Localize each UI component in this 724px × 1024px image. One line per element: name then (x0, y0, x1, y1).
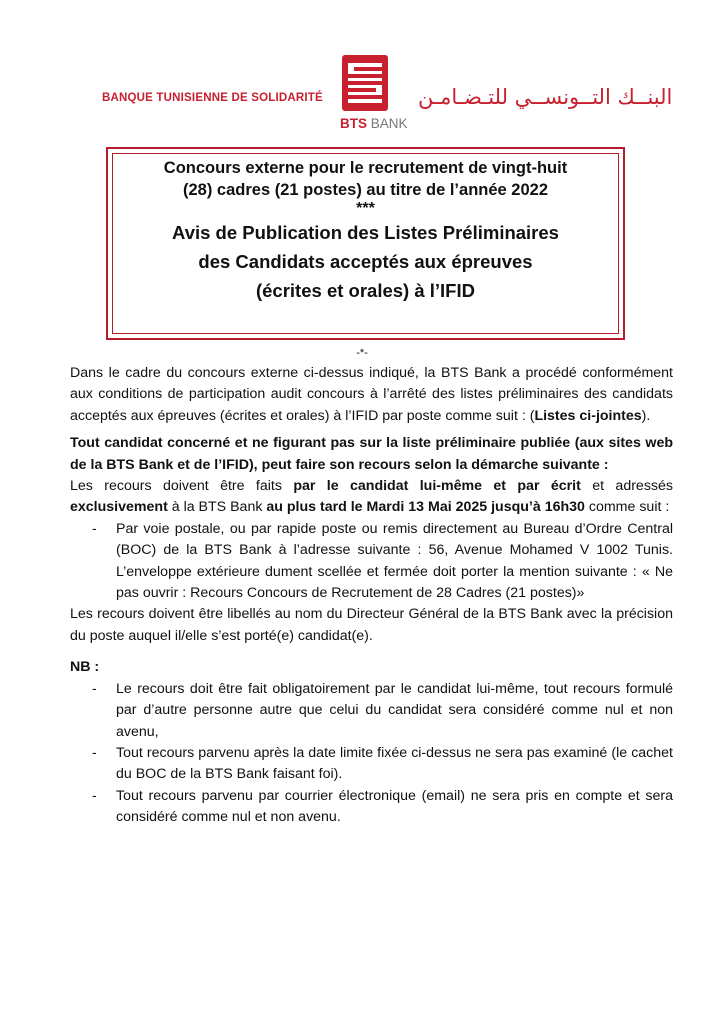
recours-text-4: comme suit : (584, 499, 670, 516)
dash-bullet: - (92, 680, 97, 697)
list-item (70, 519, 673, 605)
dash-bullet: - (92, 744, 97, 761)
bts-logo-icon (342, 55, 388, 111)
recours-bold-1: par le candidat lui-même et par écrit (293, 478, 581, 495)
recours-text-2: et adressés (580, 478, 673, 495)
list-item (70, 743, 673, 786)
nb-item-text: Le recours doit être fait obligatoirement par le candidat lui-même, tout recours formulé par d’autre personne autre que celui du candidat sera considéré comme nul et non avenu, (116, 680, 673, 740)
recours-bold-2: exclusivement (70, 499, 168, 516)
nb-label: NB : (70, 659, 100, 676)
list-item (70, 786, 673, 829)
recours-bold-3: au plus tard le Mardi 13 Mai 2025 jusqu’à 16h30 (266, 499, 585, 516)
letterhead (0, 52, 724, 134)
postal-list (70, 519, 673, 605)
dash-bullet: - (92, 520, 97, 537)
intro-end: ). (641, 407, 651, 424)
notice-paragraph (70, 433, 673, 476)
bts-label-text: BTS (340, 116, 367, 131)
bank-label-text: BANK (370, 116, 408, 131)
notice-bold: Tout candidat concerné et ne figurant pas sur la liste préliminaire publiée (aux sites web de la BTS Bank et de l’IFID), peut faire son recours selon la démarche suivante : (70, 435, 673, 473)
title-line-1: Concours externe pour le recrutement de vingt-huit (163, 159, 568, 177)
title-text (108, 157, 623, 304)
title-line-5: (écrites et orales) à l’IFID (255, 280, 475, 301)
title-line-2: (28) cadres (21 postes) au titre de l’année 2022 (183, 181, 548, 199)
title-stars: *** (356, 200, 375, 217)
intro-text: Dans le cadre du concours externe ci-dessus indiqué, la BTS Bank a procédé conformément aux conditions de participation audit concours à l’arrêté des listes préliminaires des candidats acceptés aux épreuves (écrites et orales) à l’IFID par poste comme suit : ( (70, 365, 673, 424)
nb-item-text: Tout recours parvenu après la date limite fixée ci-dessus ne sera pas examiné (le cachet du BOC de la BTS Bank faisant foi). (116, 744, 673, 783)
title-line-3: Avis de Publication des Listes Préliminaires (172, 222, 559, 243)
libelles-paragraph: Les recours doivent être libellés au nom du Directeur Général de la BTS Bank avec la précision du poste auquel il/elle s’est porté(e) candidat(e). (70, 606, 673, 644)
title-line-4: des Candidats acceptés aux épreuves (198, 251, 533, 272)
postal-item-text: Par voie postale, ou par rapide poste ou remis directement au Bureau d’Ordre Central (BOC) de la BTS Bank à l’adresse suivante : 56, Avenue Mohamed V 1002 Tunis. L’enveloppe extérieure dument scellée et fermée doit porter la mention suivante : « Ne pas ouvrir : Recours Concours de Recrutement de 28 Cadres (21 postes)» (116, 520, 673, 602)
bank-name-arabic: البنــك التــونســي للتـضـامـن (418, 85, 673, 109)
document-body (70, 363, 673, 829)
intro-paragraph (70, 363, 673, 427)
recours-paragraph (70, 476, 673, 519)
nb-item-text: Tout recours parvenu par courrier électronique (email) ne sera pris en compte et sera considéré comme nul et non avenu. (116, 787, 673, 826)
bank-name-french: BANQUE TUNISIENNE DE SOLIDARITÉ (102, 92, 323, 104)
intro-bold: Listes ci-jointes (534, 407, 642, 424)
nb-list (70, 679, 673, 829)
list-item (70, 679, 673, 743)
recours-text-3: à la BTS Bank (167, 499, 267, 516)
recours-text-1: Les recours doivent être faits (70, 478, 294, 495)
title-box (106, 147, 625, 340)
separator: -*- (356, 347, 368, 359)
dash-bullet: - (92, 787, 97, 804)
bts-bank-label (340, 116, 408, 131)
